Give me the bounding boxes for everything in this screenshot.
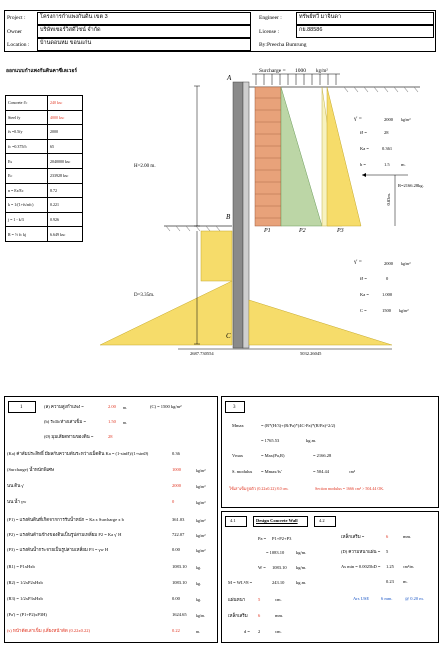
calc-row-label: (ล) ความสูงกำแพง = bbox=[44, 404, 84, 409]
design-badge-right: 4.2 bbox=[319, 518, 325, 523]
upper-b-label: b = bbox=[360, 162, 366, 167]
calc-row-value: 0.00 bbox=[172, 596, 180, 601]
check-right: Section modulus = 1666 cm³ > 504.44 OK. bbox=[315, 486, 385, 491]
owner-label: Owner bbox=[7, 29, 22, 35]
w-label: W = bbox=[258, 565, 266, 570]
upper-gamma-value: 2000 bbox=[384, 117, 393, 122]
use-value: 6 mm. bbox=[381, 596, 393, 601]
material-label: n = Es/Ec bbox=[6, 183, 48, 198]
calc-row-value: 722.07 bbox=[172, 532, 185, 537]
r2-value: 5 bbox=[386, 549, 389, 554]
calc-row-value: 0.00 bbox=[172, 547, 180, 552]
p1-label: P1 bbox=[264, 228, 271, 234]
r1-unit: mm. bbox=[403, 534, 412, 539]
upper-phi-label: Ø = bbox=[360, 130, 367, 135]
calc-row-value: 1.50 bbox=[108, 419, 116, 424]
thick-unit: cm. bbox=[275, 597, 282, 602]
design-title: Design Concrete Wall bbox=[256, 518, 298, 523]
r2-label: (D) ความหนาแผ่น = bbox=[341, 549, 381, 554]
section-title: ออกแบบกำแพงกันดินคาซีเลเวอร์ bbox=[6, 68, 78, 74]
point-a: A bbox=[227, 74, 232, 82]
lower-gamma-value: 2000 bbox=[384, 261, 393, 266]
calc-row-value: 1083.10 bbox=[172, 564, 187, 569]
use-spacing: @ 0.20 m. bbox=[405, 596, 424, 601]
upper-b-value: 1.5 bbox=[384, 162, 390, 167]
mmax-unit: kg.m. bbox=[306, 438, 317, 443]
bar-label: เหล็กเสริม bbox=[228, 613, 248, 618]
upper-ka-value: 0.361 bbox=[382, 146, 393, 151]
material-value: 6.649 ksc bbox=[47, 227, 82, 242]
calc-row-value: 1000 bbox=[172, 467, 181, 472]
pa-unit: kg/m. bbox=[296, 550, 307, 555]
calc-row-label: (P1) = แรงดันดินที่เกิดจากการรับน้ำหนัก = Ka x Surcharge x b bbox=[7, 517, 124, 522]
calc-row-label: (s) หน้าตัดเสาเข็ม (เสี่ยงหน้าตัด (0.22x0.22) bbox=[7, 628, 90, 633]
license-value: กย.88586 bbox=[299, 27, 323, 33]
calc-row-value: 28 bbox=[108, 434, 113, 439]
surcharge-unit: kg/m² bbox=[316, 69, 328, 74]
p2-triangle bbox=[281, 87, 322, 226]
project-label: Project : bbox=[7, 15, 26, 21]
calc-right-frame bbox=[221, 396, 439, 508]
active-triangle-right bbox=[249, 300, 392, 345]
bar-unit: mm. bbox=[275, 613, 284, 618]
m-unit: kg.m. bbox=[296, 580, 307, 585]
thick-value: 5 bbox=[258, 597, 261, 602]
material-value: 233928 ksc bbox=[47, 168, 82, 183]
engineer-label: Engineer : bbox=[259, 15, 282, 21]
upper-gamma-label: γ' = bbox=[354, 116, 362, 122]
upper-gamma-unit: kg/m³ bbox=[401, 117, 411, 122]
material-label: Concrete f'c bbox=[6, 96, 48, 111]
by-label: By:Preecha Bumrung bbox=[259, 42, 307, 48]
calc-row-unit: kg/m. bbox=[196, 612, 206, 618]
calc-row-unit: kg/m² bbox=[196, 532, 206, 538]
upper-ka-label: Ka = bbox=[360, 146, 369, 151]
wall-diagram bbox=[0, 60, 444, 390]
d-value: 2 bbox=[258, 629, 261, 634]
design-frame bbox=[221, 511, 439, 643]
r1-value: 6 bbox=[386, 534, 389, 539]
calc-row-label: นน.น้ำ γw bbox=[7, 499, 27, 504]
calc-row-unit: kg/m² bbox=[196, 547, 206, 553]
d-label: D=3.35m. bbox=[134, 293, 155, 298]
calc-row-label: (P3) = แรงดันน้ำกระจายเป็นรูปสามเหลี่ยม P3 = γw H bbox=[7, 547, 109, 552]
sm-value: = 504.44 bbox=[313, 469, 330, 474]
passive-triangle-left bbox=[100, 281, 232, 345]
calc-row-value: 361.03 bbox=[172, 517, 185, 522]
d-unit: cm. bbox=[275, 629, 282, 634]
calc-left-badge: 1 bbox=[20, 405, 23, 410]
calc-row-value: 1083.10 bbox=[172, 580, 187, 585]
material-value: 0.221 bbox=[47, 198, 82, 213]
sm-label: S. modulus bbox=[232, 469, 253, 474]
lower-gamma-unit: kg/m³ bbox=[401, 261, 411, 266]
surcharge-arrows bbox=[252, 74, 340, 85]
calc-row-value: 0 bbox=[172, 499, 175, 504]
m-label: M = WL²/8 = bbox=[228, 580, 253, 585]
lower-ka-value: 1.000 bbox=[382, 292, 393, 297]
material-label: Steel fy bbox=[6, 110, 48, 125]
calc-row-unit: kg/m³ bbox=[196, 483, 206, 489]
sm-unit: cm³ bbox=[349, 469, 356, 474]
h-label: H=2.00 m. bbox=[134, 164, 156, 169]
lower-c-value: 1500 bbox=[382, 308, 391, 313]
r3-unit: cm²/m. bbox=[403, 564, 415, 569]
w-unit: kg/m. bbox=[296, 565, 307, 570]
location-label: Location : bbox=[7, 42, 30, 48]
design-badge-left-box bbox=[225, 516, 247, 527]
calc-row-unit: kg/m² bbox=[196, 467, 206, 473]
r4-unit: m. bbox=[403, 579, 408, 584]
material-value: 8.72 bbox=[47, 183, 82, 198]
calc-row-label: (R3) = 1/2xP3xHxb bbox=[7, 596, 43, 601]
r3-value: 1.25 bbox=[386, 564, 394, 569]
material-value: 2040000 ksc bbox=[47, 154, 82, 169]
calc-row-label: นน.ดิน γ' bbox=[7, 483, 25, 488]
point-c: C bbox=[226, 332, 231, 340]
material-label: fc =0.375f'c bbox=[6, 139, 48, 154]
mmax-formula: = (R*(H/3)+(R/Pa)*(4C-Pa)*(R/Pa)^2/2) bbox=[261, 423, 336, 428]
material-label: Ec bbox=[6, 168, 48, 183]
lower-c-unit: kg/m² bbox=[399, 308, 409, 313]
d-value-label: d = bbox=[244, 629, 250, 634]
r-label: R=2166.28kg. bbox=[398, 183, 424, 188]
calc-row-value: 1624.65 bbox=[172, 612, 187, 617]
location-value: บ้านดอนหม ขอนแก่น bbox=[40, 40, 92, 46]
r3-label: As min = 0.0025bD = bbox=[341, 564, 381, 569]
p2-label: P2 bbox=[299, 228, 306, 234]
pa-value: = 1083.10 bbox=[266, 550, 285, 555]
material-value: 2000 bbox=[47, 125, 82, 140]
engineer-value: ทรัพย์ทวี มาจินดา bbox=[299, 14, 342, 20]
calc-right-badge: 3 bbox=[233, 405, 236, 410]
vmax-label: Vmax bbox=[232, 453, 243, 458]
ground-hatch-left bbox=[164, 226, 232, 231]
vmax-formula: = Max(Pa,R) bbox=[261, 453, 285, 458]
calc-row-unit: kg/m² bbox=[196, 517, 206, 523]
owner-value: บริษัทเซอร์วิสดีไซน์ จำกัด bbox=[40, 27, 101, 33]
upper-b-unit: m. bbox=[401, 162, 406, 167]
wall bbox=[233, 82, 243, 348]
bar-value: 6 bbox=[258, 613, 261, 618]
upper-phi-value: 28 bbox=[384, 130, 389, 135]
passive-block-left bbox=[201, 231, 232, 281]
lower-phi-label: Ø = bbox=[360, 276, 367, 281]
m-value: 243.10 bbox=[272, 580, 285, 585]
calc-row-value: 2000 bbox=[172, 483, 181, 488]
lower-c-label: C = bbox=[360, 308, 367, 313]
calc-row-value: 0.36 bbox=[172, 451, 180, 456]
license-label: License : bbox=[259, 29, 280, 35]
calc-row-unit: kg. bbox=[196, 596, 201, 602]
check-left: ใช้เสาเข็มรูปตัว (0.22x0.22) 8.0 cm. bbox=[229, 486, 289, 491]
material-label: k = 1/(1+fs/nfc) bbox=[6, 198, 48, 213]
surcharge-value: 1000 bbox=[295, 68, 306, 74]
lower-ka-label: Ka = bbox=[360, 292, 369, 297]
sm-formula: = Mmax/fs' bbox=[261, 469, 282, 474]
material-value: 65 bbox=[47, 139, 82, 154]
calc-row-value: 0.22 bbox=[172, 628, 180, 633]
p3-label: P3 bbox=[337, 228, 344, 234]
calc-row-unit: m. bbox=[123, 419, 128, 425]
material-label: fs =0.5fy bbox=[6, 125, 48, 140]
mmax-value: = 1765.53 bbox=[261, 438, 280, 443]
pa-label: Pa = bbox=[258, 536, 267, 541]
calc-row-extra: (C) = 1500 kg/m² bbox=[150, 404, 182, 409]
calc-row-label: (b) ระยะห่างเสาเข็ม = bbox=[44, 419, 87, 424]
calc-row-value: 2.00 bbox=[108, 404, 116, 409]
material-value: 4000 ksc bbox=[47, 110, 82, 125]
calc-row-label: (Ø) มุมเสียดทานของดิน = bbox=[44, 434, 94, 439]
lower-phi-value: 0 bbox=[386, 276, 389, 281]
wall-face bbox=[243, 82, 249, 348]
calc-row-unit: m. bbox=[123, 404, 128, 410]
w-value: 1083.10 bbox=[272, 565, 287, 570]
dim-left: 2687.730554 bbox=[190, 351, 214, 356]
design-badge-right-box bbox=[314, 516, 336, 527]
calc-row-label: (Ka) ค่าสัมประสิทธิ์ มีผลกับความดันระหว่างเม็ดดิน Ka = (1-sinØ)/(1+sinØ) bbox=[7, 451, 149, 456]
surcharge-label: Surcharge = bbox=[259, 68, 286, 74]
calc-row-label: (Pa') = (P1+P2)xP3H) bbox=[7, 612, 47, 617]
material-label: Es bbox=[6, 154, 48, 169]
thick-label: แผ่นหนา bbox=[228, 597, 246, 602]
calc-row-unit: kg. bbox=[196, 564, 201, 570]
calc-row-label: (Surcharge) น้ำหนักพิเศษ bbox=[7, 467, 54, 472]
r4-value: 0.23 bbox=[386, 579, 394, 584]
design-badge-left: 4.1 bbox=[230, 518, 236, 523]
r1-label: เหล็กเสริม = bbox=[341, 534, 365, 539]
dim-right: 5032.26045 bbox=[300, 351, 322, 356]
calc-row-unit: kg/m³ bbox=[196, 499, 206, 505]
material-label: R = ½ fc kj bbox=[6, 227, 48, 242]
use-label: Ars USE bbox=[353, 596, 370, 601]
calc-row-label: (R1) = P1xHxb bbox=[7, 564, 35, 569]
mmax-label: Mmax bbox=[232, 423, 244, 428]
calc-row-unit: m. bbox=[196, 628, 201, 634]
calc-row-label: (P2) = แรงดันด้านข้างของดินเป็นรูปสามเหลี่ยม P2 = Ka γ' H bbox=[7, 532, 122, 537]
lower-gamma-label: γ' = bbox=[354, 259, 362, 265]
p1-block bbox=[255, 87, 281, 226]
project-value: โครงการกำแพงกันดิน เขต 3 bbox=[40, 14, 108, 20]
pa-formula: P1+P2+P3 bbox=[272, 536, 292, 541]
material-label: j = 1 - k/3 bbox=[6, 212, 48, 227]
calc-row-unit: kg. bbox=[196, 580, 201, 586]
material-value: 240 ksc bbox=[47, 96, 82, 111]
point-b: B bbox=[226, 213, 231, 221]
vmax-value: = 2166.28 bbox=[313, 453, 332, 458]
p3-triangle bbox=[327, 87, 361, 226]
material-value: 0.926 bbox=[47, 212, 82, 227]
calc-row-label: (R2) = 1/2xP2xHxb bbox=[7, 580, 43, 585]
arm-label: 0.83m. bbox=[386, 192, 392, 206]
